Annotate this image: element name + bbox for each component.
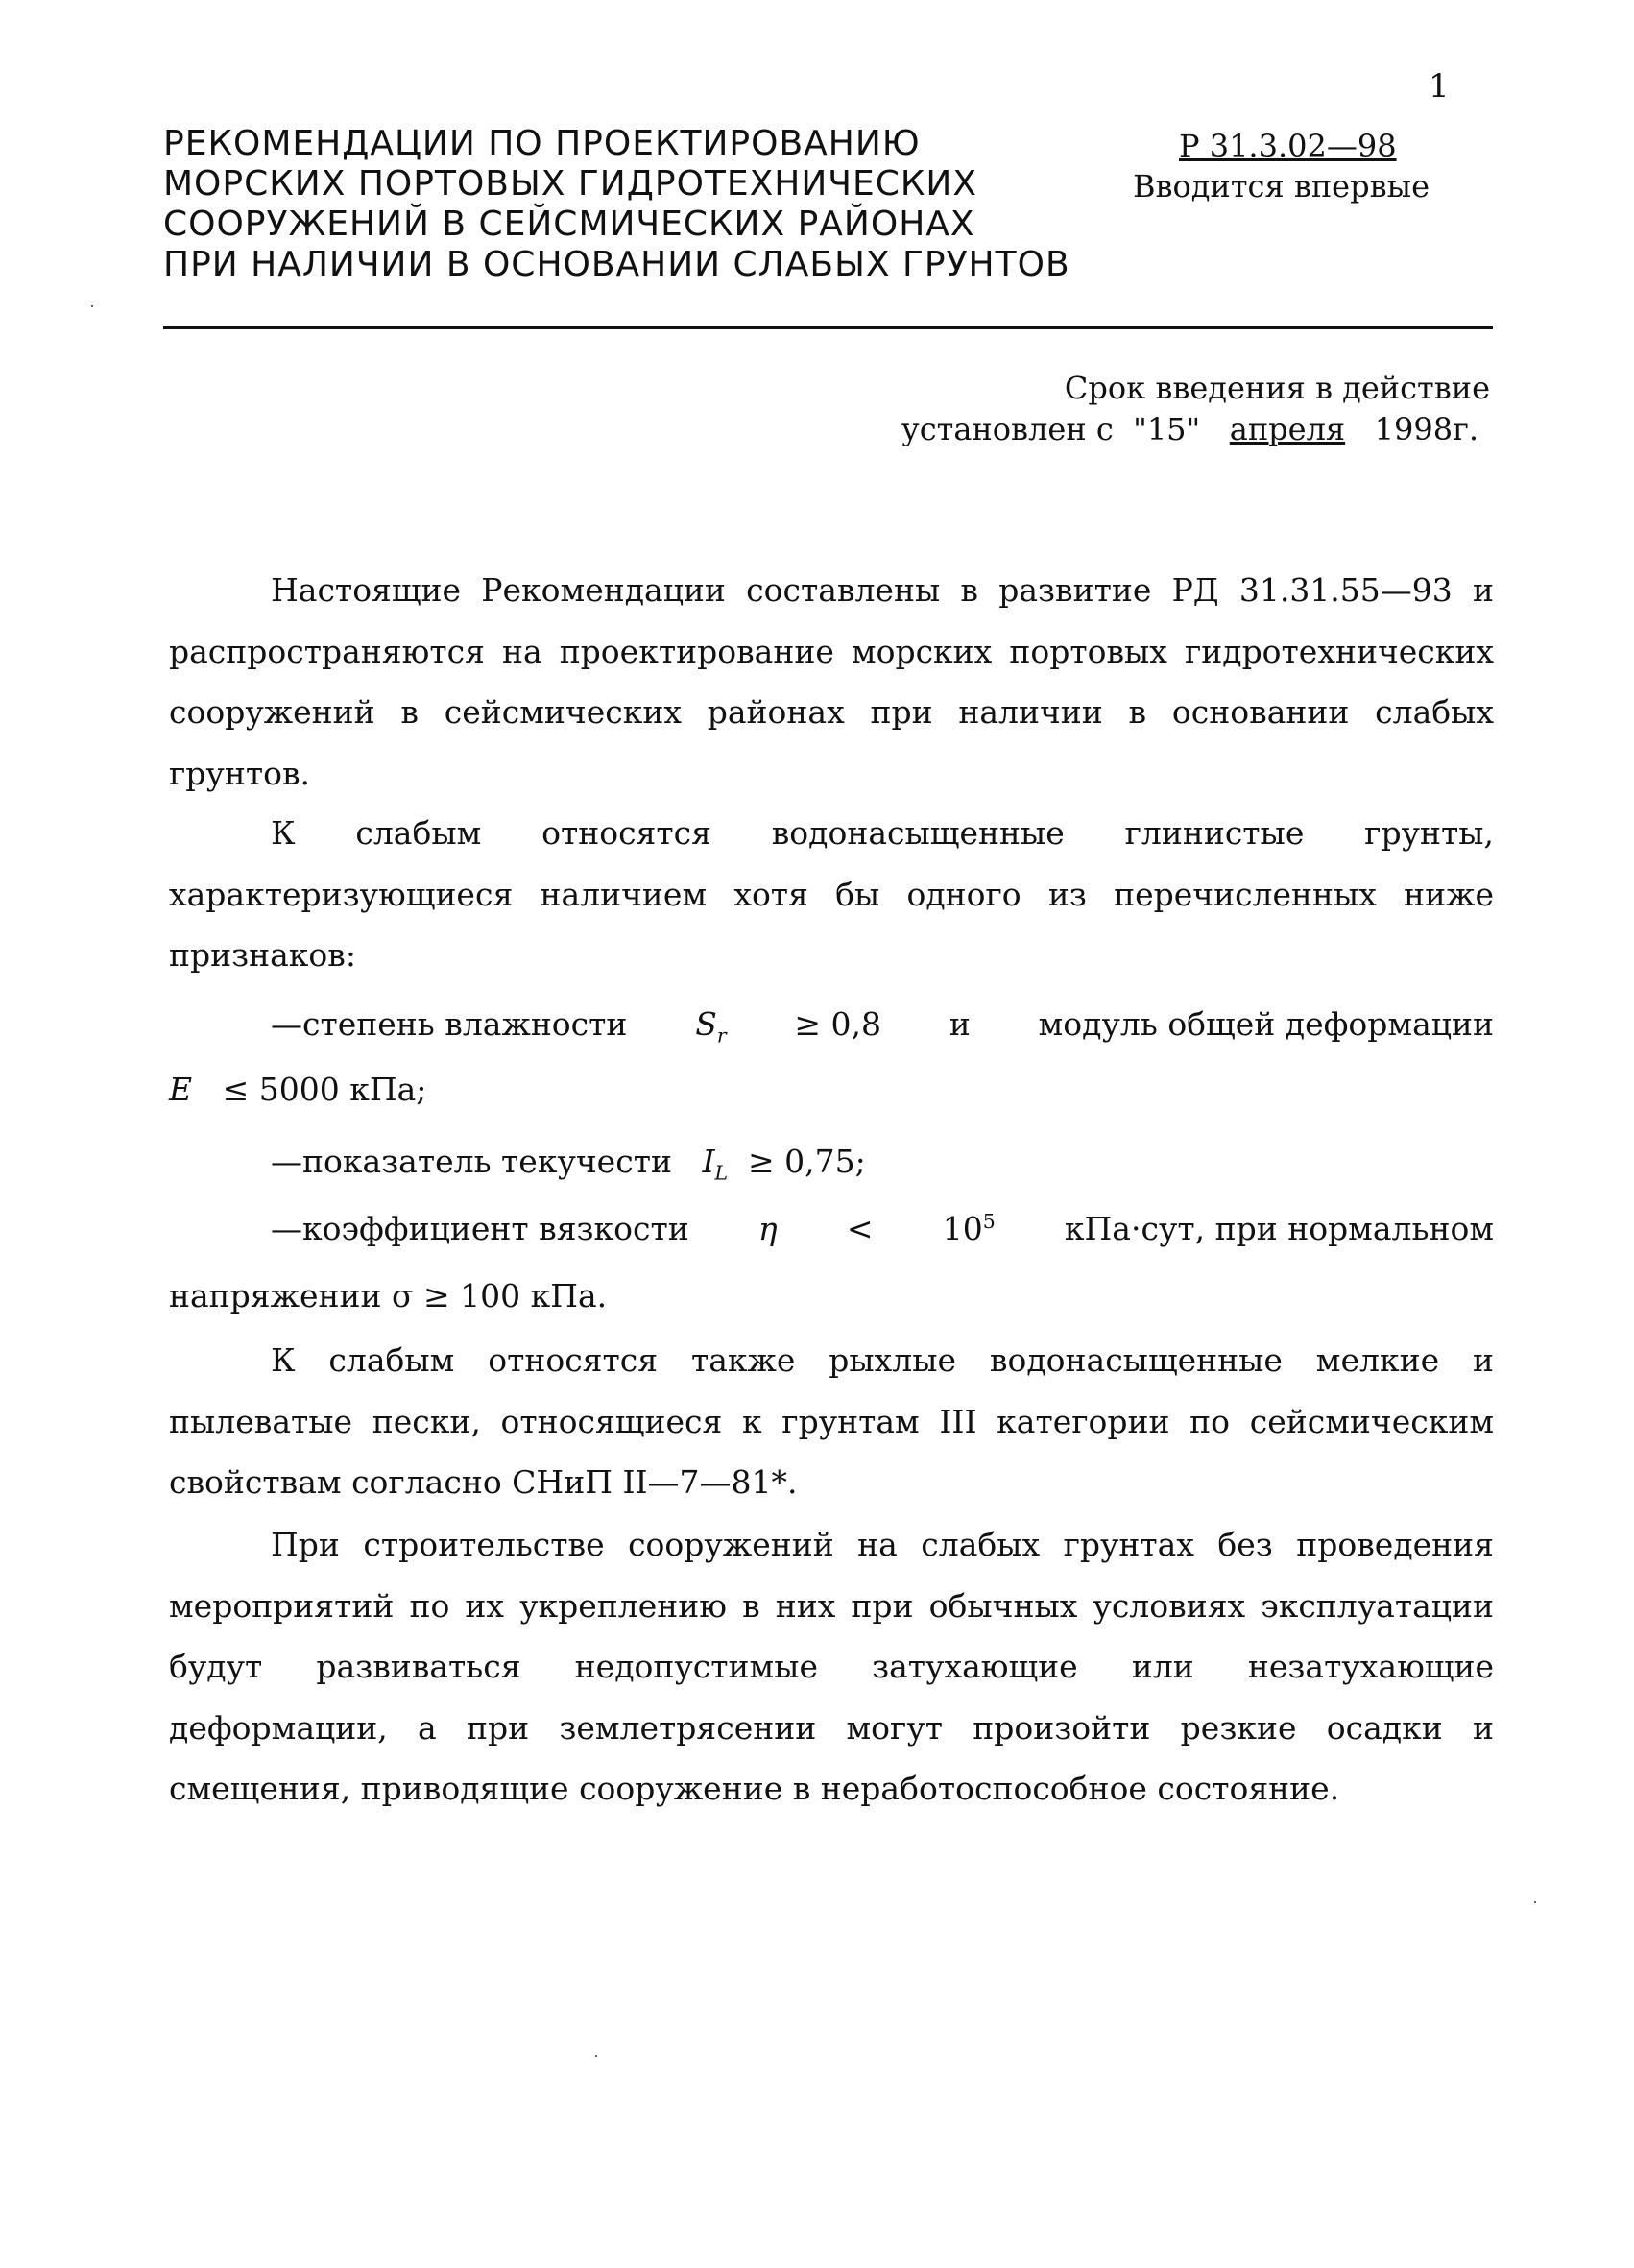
title-line: СООРУЖЕНИЙ В СЕЙСМИЧЕСКИХ РАЙОНАХ: [163, 205, 975, 244]
effective-date-prefix: установлен с: [901, 411, 1114, 447]
paragraph-loose-sands: К слабым относятся также рыхлые водонасыщенные мелкие и пылеватые пески, относящиеся к грунтам III категории по сейсмическим свойствам согласно СНиП II—7—81*.: [169, 1341, 1494, 1501]
header-divider: [163, 326, 1493, 329]
effective-date-line2: [901, 411, 1478, 447]
viscosity-limit: $10^5$: [942, 1210, 996, 1247]
symbol-eta: η: [757, 1210, 778, 1247]
criterion-moisture: —степень влажности $S_r$ ≥ 0,8 и модуль общей деформации: [271, 1005, 1494, 1048]
paragraph-weak-soils-definition: К слабым относятся водонасыщенные глинистые грунты, характеризующиеся наличием хотя бы одного из перечисленных ниже признаков:: [169, 814, 1494, 974]
criterion-normal-stress: напряжении σ ≥ 100 кПа.: [169, 1277, 608, 1315]
symbol-e: E: [169, 1071, 193, 1108]
title-line: МОРСКИХ ПОРТОВЫХ ГИДРОТЕХНИЧЕСКИХ: [163, 164, 978, 204]
criterion-modulus: E ≤ 5000 кПа;: [169, 1071, 427, 1108]
symbol-il: $I_L$: [702, 1143, 729, 1185]
paragraph-scope: Настоящие Рекомендации составлены в развитие РД 31.31.55—93 и распространяются на проектирование морских портовых гидротехнических сооружений в сейсмических районах при наличии в основании слабых грунтов.: [169, 571, 1494, 792]
criterion-viscosity: —коэффициент вязкости η < $10^5$ кПа·сут, при нормальном: [169, 1208, 1494, 1250]
introduction-status: Вводится впервые: [1133, 168, 1430, 205]
effective-date-line1: Срок введения в действие: [1064, 370, 1490, 406]
effective-date-day: "15": [1133, 411, 1201, 447]
criterion-liquidity-index: —показатель текучести $I_L \ge 0,75$;: [271, 1143, 866, 1185]
scan-speck: [91, 305, 93, 307]
effective-date-month: апреля: [1229, 411, 1346, 447]
document-code: Р 31.3.02—98: [1179, 128, 1397, 164]
scan-speck: [1534, 1901, 1536, 1903]
symbol-sr: $S_r$: [695, 1005, 727, 1048]
page-number: 1: [1429, 67, 1450, 106]
paragraph-construction-consequences: При строительстве сооружений на слабых грунтах без проведения мероприятий по их укреплению в них при обычных условиях эксплуатации будут развиваться недопустимые затухающие или незатухающие деформации, а при землетрясении могут произойти резкие осадки и смещения, приводящие сооружение в неработоспособное состояние.: [169, 1526, 1494, 1807]
title-line: ПРИ НАЛИЧИИ В ОСНОВАНИИ СЛАБЫХ ГРУНТОВ: [163, 245, 1070, 284]
effective-date-year: 1998г.: [1374, 411, 1478, 447]
title-line: РЕКОМЕНДАЦИИ ПО ПРОЕКТИРОВАНИЮ: [163, 124, 921, 163]
scan-speck: [595, 2055, 597, 2057]
